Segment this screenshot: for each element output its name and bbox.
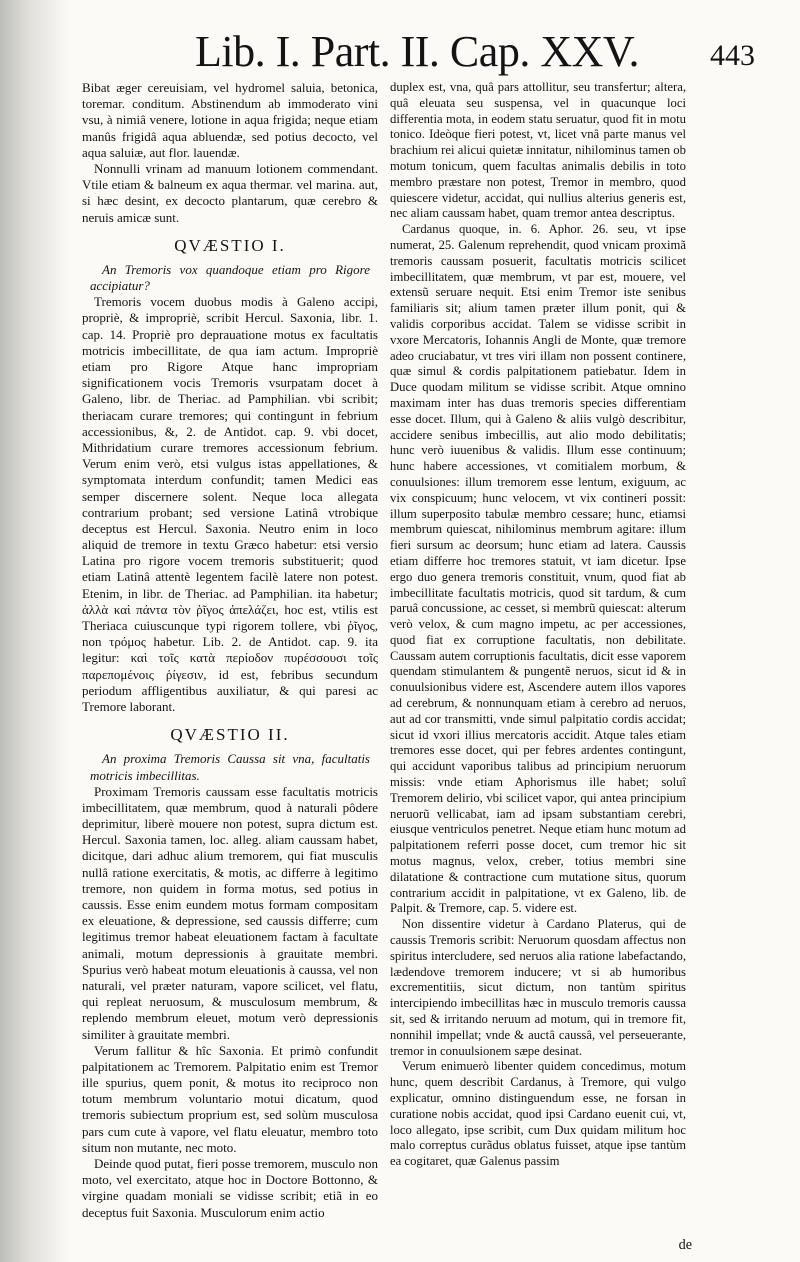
paragraph: Tremoris vocem duobus modis à Galeno accipi, propriè, & impropriè, scribit Hercul. Saxonia, libr. 1. cap. 14. Propriè pro deprauatione motus ex facultatis motricis imbecillitate, de qua iam actum. Impropriè etiam pro Rigore Atque hanc impropriam significationem vocis Tremoris vsurpatam docet à Galeno, libr. de Theriac. ad Pamphilian. vbi scribit; theriacam curare tremores; qui contingunt in febrium accessionibus, &, 2. de Antidot. cap. 9. vbi docet, Mithridatium curare tremores accessionum febrium. Verum enim verò, etsi vulgus istas appellationes, & symptomata interdum confundit; tamen Medici eas semper discernere solent. Neque loca allegata contrarium probant; sed versione Latinâ vtrobique deceptus est Hercul. Saxonia. Neutro enim in loco aliquid de tremore in textu Græco habetur: etsi versio Latina pro rigore vocem tremoris substituerit; quod etiam Latinâ attentè legentem facilè latere non potest. Etenim, in libr. de Theriac. ad Pamphilian. ita habetur; ἀλλὰ καὶ πάντα τὸν ῥῖγος ἀπελάζει, hoc est, vtilis est Theriaca cuiuscunque typi rigorem tollere, vbi ῥῖγος, non τρόμος habetur. Lib. 2. de Antidot. cap. 9. ita legitur: καὶ τοῖς κατὰ περίοδον πυρέσσουσι τοῖς παρεπομένοις ῥίγεσιν, id est, febribus secundum periodum affligentibus auxiliatur, & qui paresi ac Tremore laborant. — [82, 294, 378, 714]
running-title: Lib. I. Part. II. Cap. XXV. — [195, 27, 639, 76]
question-statement: An proxima Tremoris Caussa sit vna, facultatis motricis imbecillitas. — [90, 751, 370, 783]
page-header — [195, 28, 755, 76]
question-statement: An Tremoris vox quandoque etiam pro Rigore accipiatur? — [90, 261, 370, 294]
question-heading: QVÆSTIO II. — [170, 725, 290, 745]
question-heading: QVÆSTIO I. — [174, 235, 286, 255]
paragraph: Non dissentire videtur à Cardano Platerus, qui de caussis Tremoris scribit: Neruorum quosdam affectus non spiritus intercludere, sed neruos alia ratione labefactando, lædendove tremorem inducere; vt si ab humoribus excrementitiis, sicut dictum, non tantùm spiritus intercipiendo imbecillitas hæc in musculo tremoris caussa sit, sed & irritando neruum ad motum, qui in tremore fit, nonnihil impellat; vnde & auctâ caussâ, vel perseuerante, tremor in conuulsionem sæpe desinat. — [390, 917, 686, 1058]
paragraph: Verum enimuerò libenter quidem concedimus, motum hunc, quem describit Cardanus, à Tremore, qui vulgo explicatur, omnino distinguendum esse, ne forsan in curatione nobis accidat, quod ipsi Cardano euenit cui, vt, loco allegato, ipse scribit, cum Dux quidam militum hoc malo correptus curãdus oblatus fuisset, atque ipse tantùm ea cogitaret, quæ Galenus passim — [390, 1059, 686, 1169]
page-number: 443 — [710, 39, 755, 72]
paragraph: Deinde quod putat, fieri posse tremorem, musculo non moto, vel exercitato, atque hoc in Doctore Bottonno, & virgine quadam moniali se vidisse scribit; etiã in eo deceptus fuit Saxonia. Musculorum enim actio — [82, 1156, 378, 1220]
left-column — [82, 80, 378, 1221]
paragraph: duplex est, vna, quâ pars attollitur, seu transfertur; altera, quâ eleuata seu suspensa, vel in quacunque loci differentia mota, in eodem statu seruatur, quod fit in motu tonico. Ideòque fieri potest, vt, licet vnâ parte manus vel brachium rei alicui quietæ innitatur, nihilominus tamen ob motum tonicum, quem facultas animalis debilis in toto membro præstare non potest, Tremor in membro, quod quiescere videtur, accidat, qui nullius alterius generis est, nec aliam caussam habet, quam tremor antea descriptus. — [390, 80, 686, 221]
paragraph: Proximam Tremoris caussam esse facultatis motricis imbecillitatem, quæ membrum, quod à naturali pôdere deprimitur, liberè mouere non potest, supra dictum est. Hercul. Saxonia tamen, loc. alleg. aliam caussam habet, dicitque, dari adhuc alium tremorem, qui fiat musculis nullâ ratione exercitatis, & motis, ac differre à legitimo tremore, non quidem in forma motus, sed potius in caussis. Esse enim eundem motus formam compositam ex eleuatione, & depressione, sed caussis differre; cum legitimus tremor habeat eleuationem factam à facultate animali, motum depressionis à grauitate membri. Spurius verò habeat motum eleuationis à caussa, vel non naturali, vel præter naturam, vapore scilicet, vel flatu, qui repleat neruosum, & musculosum membrum, & replendo membrum eleuet, motum verò depressionis similiter à grauitate membri. — [82, 783, 378, 1042]
paragraph: Bibat æger cereuisiam, vel hydromel saluia, betonica, toremar. conditum. Abstinendum ab immoderato vini vsu, à nimiâ venere, lotione in aqua frigida; neque etiam manûs frigidâ aqua abluendæ, sed potius decocto, vel aqua saluiæ, aut flor. lauendæ. — [82, 80, 378, 160]
paragraph: Verum fallitur & hîc Saxonia. Et primò confundit palpitationem ac Tremorem. Palpitatio enim est Tremor ille spurius, quem ponit, & motus ito reciproco non totum membrum voluntario motui dicatum, quod tremoris subiectum proprium est, sed solùm musculosa pars cum cute à vapore, vel flatu eleuatur, membro toto situm non mutante, nec moto. — [82, 1042, 378, 1155]
catchword: de — [678, 1237, 692, 1253]
right-column — [390, 80, 686, 1170]
paragraph: Nonnulli vrinam ad manuum lotionem commendant. Vtile etiam & balneum ex aqua thermar. vel marina. aut, si hæc desint, ex decocto plantarum, quæ cerebro & neruis amicæ sunt. — [82, 160, 378, 225]
paragraph: Cardanus quoque, in. 6. Aphor. 26. seu, vt ipse numerat, 25. Galenum reprehendit, quod vnicam proximã tremoris caussam posuerit, facultatis motricis scilicet imbecillitatem, quæ membrum, vt par est, mouere, vel extensũ seruare nequit. Etsi enim Tremor iste senibus familiaris sit; alium tamen præter illum ponit, qui & validis corporibus accidat. Talem se vidisse scribit in vxore Mercatoris, Iohannis Angli de Monte, quæ tremore adeo cruciabatur, vt tres viri illam non possent continere, quæ simul & cordis palpitationem patiebatur. Idem in Duce quodam militum se vidisse scribit. Atque omnino maximam inter has duas tremoris species differentiam esse docet. Illum, qui à Galeno & aliis vulgò describitur, accidere senibus imbecillis, aut alio modo debilitatis; hunc verò iuuenibus & validis. Illum esse continuum; hunc habere accessiones, vt comitialem morbum, & conuulsiones: illum tremorem esse lentum, exiguum, ac vix conspicuum; hunc velocem, vt vix contineri possit: illum superposito tabulæ membro cessare; hunc, etiamsi membrum quiescat, nihilominus membrum agitare: illum fieri sursum ac deorsum; hunc etiam ad latera. Caussis etiam differre hoc tremores statuit, vt iam dicetur. Ipse ergo duo genera tremoris constituit, vnum, quod fiat ab imbecillitate facultatis motricis, quod sit tardum, & cum paruâ concussione, ac cesset, si membrũ quiescat: alterum verò velox, & cum magno impetu, ac per accessiones, quod fiat ex corruptione facultatis, non debilitate. Caussam autem corruptionis facultatis, dicit esse vaporem quendam stimulantem & pungentẽ neruos, sicut id & in conuulsionibus videre est, Ascendere autem illos vapores ad cerebrum, & nonnunquam etiam à cerebro ad neruos, aut ad cor transmitti, vnde simul palpitatio cordis accidat; sicut id vxori illius mercatoris accidit. Atque tales etiam tremores esse docet, qui per febres ardentes contingunt, qui accidunt vaporibus talibus ad principium neruorum missis: vnde etiam Aphorismus ille habet; soluî Tremorem delirio, vbi scilicet vapor, qui antea principium neruorũ vellicabat, iam ad ipsam substantiam cerebri, eiusque ventriculos penetret. Neque etiam hunc motum ad palpitationem referri posse docet, cum tremor hic sit motus magnus, velox, creber, totius membri sine dilatatione & contractione cum mutatione situs, quorum contrarium accidit in palpitatione, vt ex Galeno, lib. de Palpit. & Tremore, cap. 5. videre est. — [390, 222, 686, 916]
